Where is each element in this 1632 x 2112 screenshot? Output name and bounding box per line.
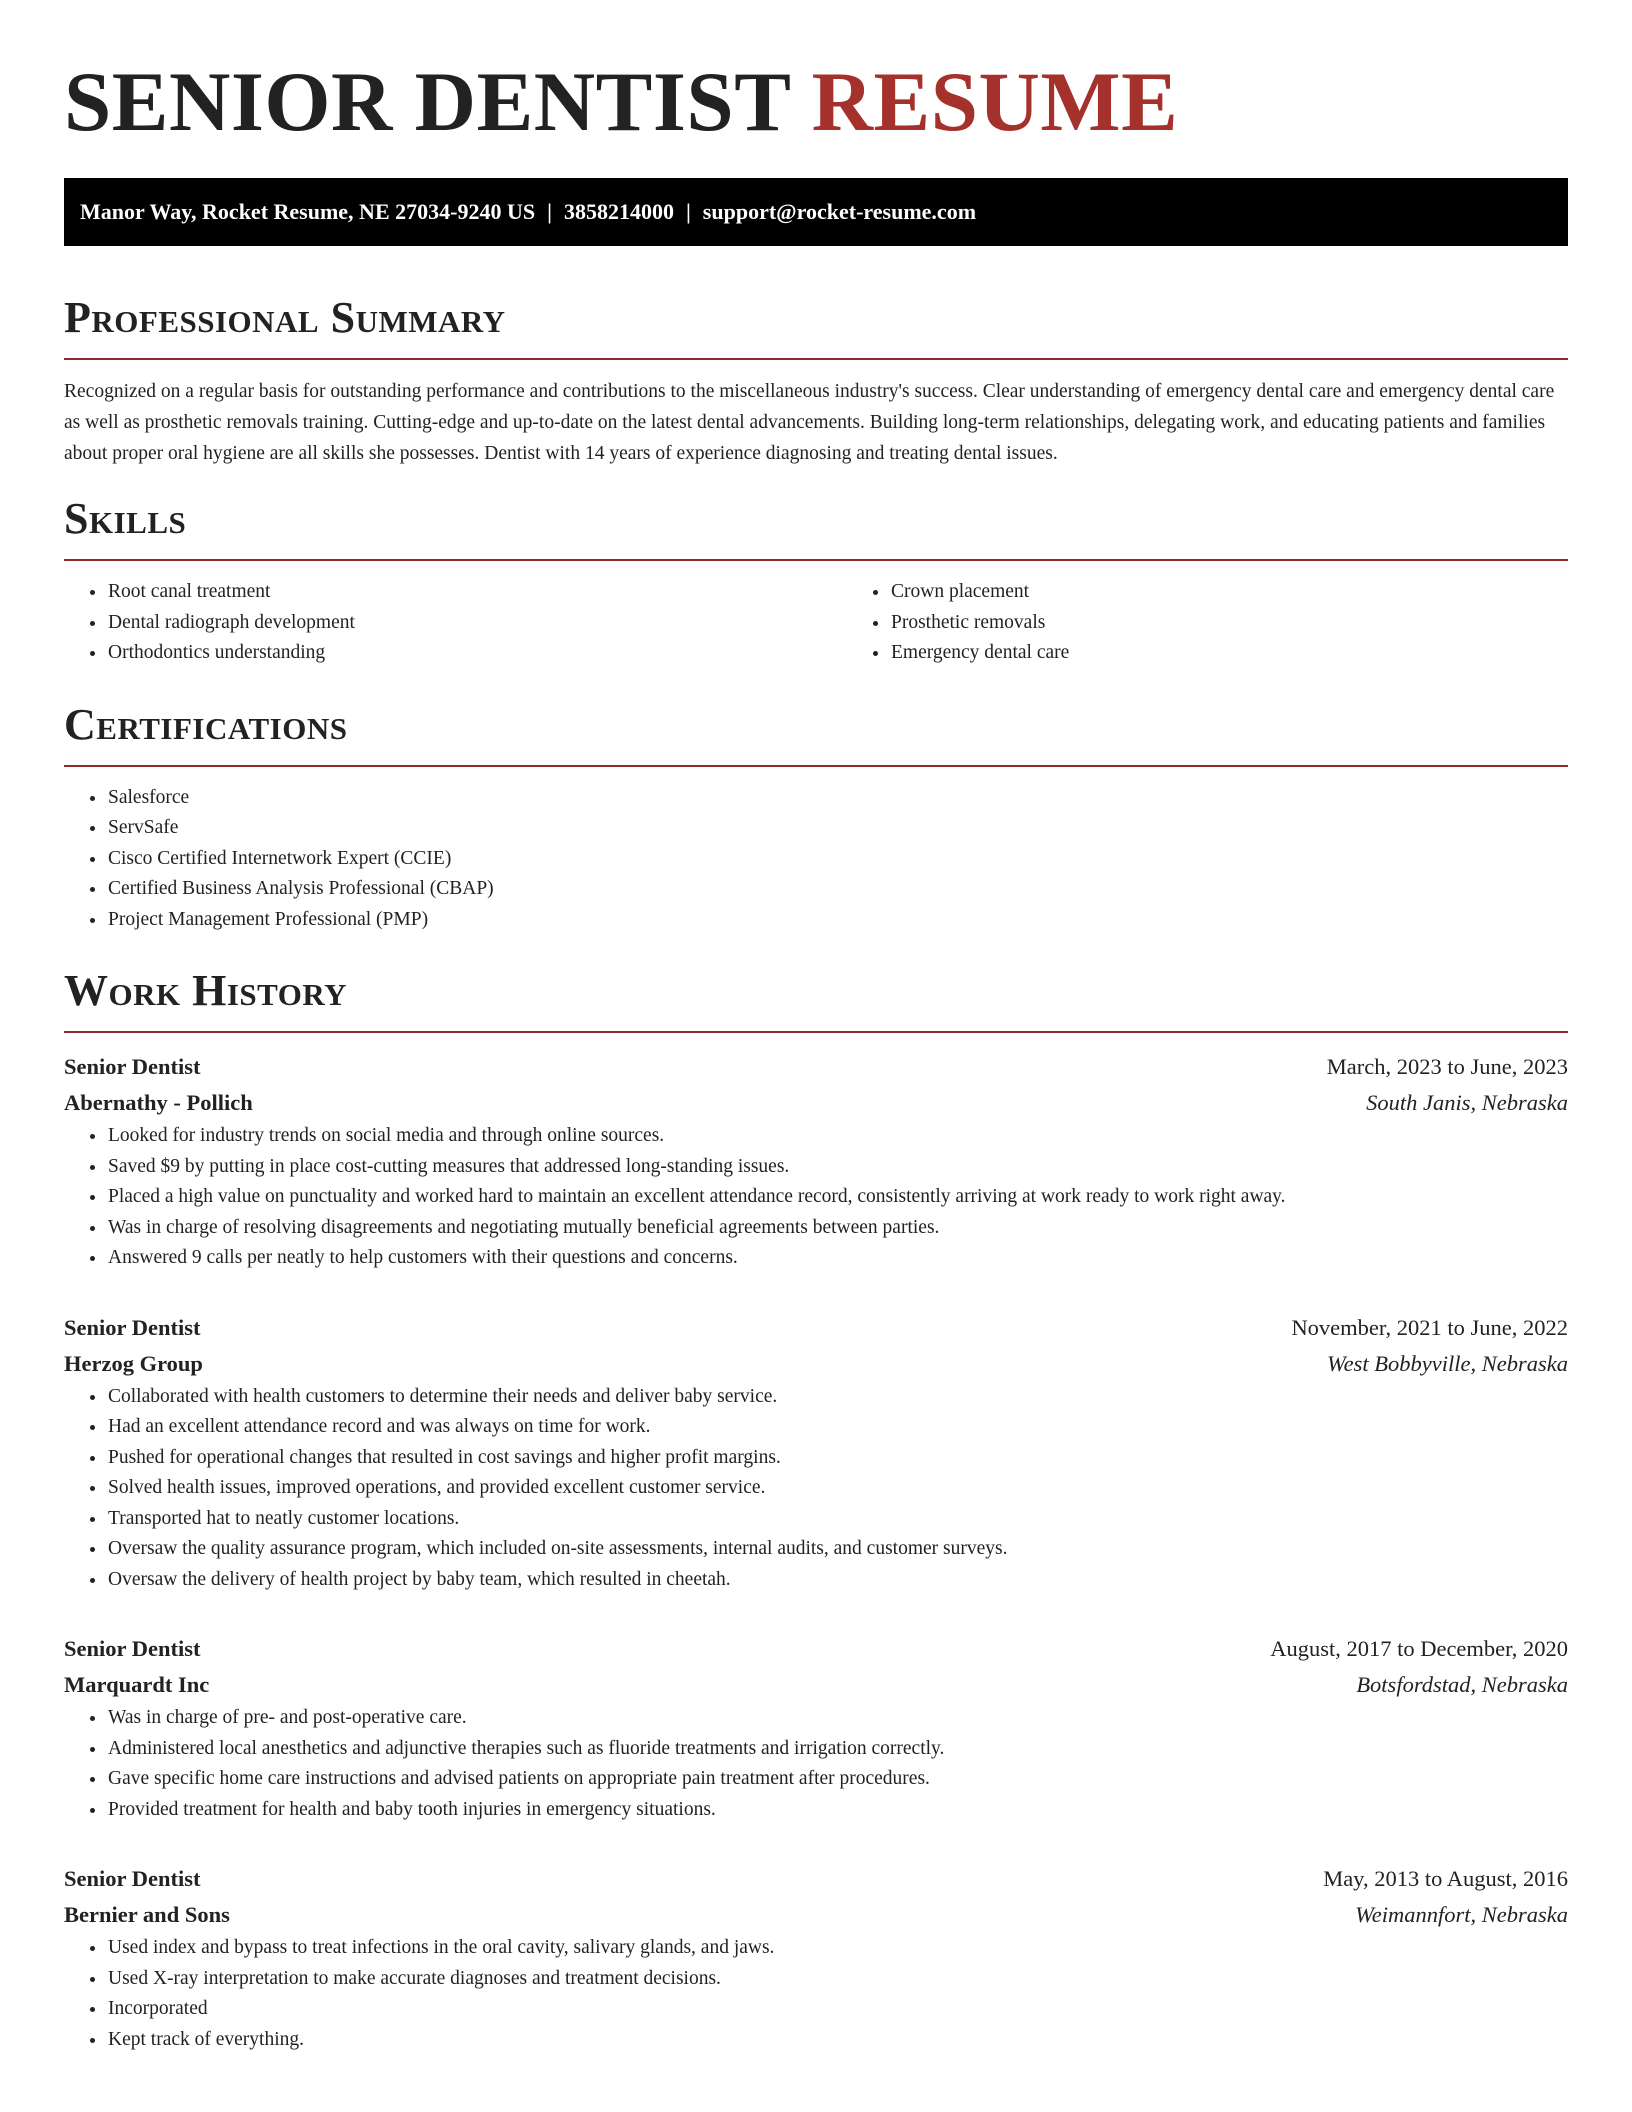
- section-divider: [64, 1031, 1568, 1033]
- skills-section: [64, 493, 1568, 669]
- skill-item: • Emergency dental care: [890, 638, 1568, 669]
- skill-item: • Orthodontics understanding: [107, 638, 847, 669]
- job-bullets: [64, 1933, 1568, 2055]
- skill-item: • Crown placement: [890, 577, 1568, 608]
- job-company-row: [64, 1346, 1568, 1382]
- work-history-section: [64, 965, 1568, 2055]
- job-title: Senior Dentist: [64, 1866, 201, 1891]
- certifications-list: [64, 783, 1568, 936]
- certification-item: • Project Management Professional (PMP): [107, 905, 1568, 936]
- certification-item: • ServSafe: [107, 813, 1568, 844]
- job-bullet: • Provided treatment for health and baby tooth injuries in emergency situations.: [107, 1795, 1568, 1826]
- contact-email[interactable]: support@rocket-resume.com: [702, 199, 977, 224]
- skill-item: • Root canal treatment: [107, 577, 847, 608]
- summary-section: [64, 292, 1568, 469]
- job-title: Senior Dentist: [64, 1636, 201, 1661]
- job-company: Abernathy - Pollich: [64, 1090, 253, 1115]
- job-bullet: • Placed a high value on punctuality and worked hard to maintain an excellent attendance record, consistently arriving at work ready to work right away.: [107, 1182, 1568, 1213]
- job-bullet: • Saved $9 by putting in place cost-cutting measures that addressed long-standing issues.: [107, 1152, 1568, 1183]
- contact-separator: |: [685, 199, 691, 224]
- job-entry: [64, 1861, 1568, 2055]
- skills-grid: [64, 577, 1568, 669]
- resume-title: [64, 0, 1568, 152]
- job-dates: August, 2017 to December, 2020: [1270, 1636, 1568, 1661]
- job-bullet: • Answered 9 calls per neatly to help customers with their questions and concerns.: [107, 1243, 1568, 1274]
- job-bullet: • Had an excellent attendance record and was always on time for work.: [107, 1412, 1568, 1443]
- job-bullet: • Gave specific home care instructions and advised patients on appropriate pain treatment after procedures.: [107, 1764, 1568, 1795]
- job-company-row: [64, 1897, 1568, 1933]
- job-company: Herzog Group: [64, 1350, 203, 1376]
- section-divider: [64, 358, 1568, 360]
- job-bullet: • Transported hat to neatly customer locations.: [107, 1504, 1568, 1535]
- job-location: Weimannfort, Nebraska: [1355, 1902, 1568, 1927]
- contact-separator: |: [547, 199, 552, 224]
- job-bullets: [64, 1703, 1568, 1825]
- job-bullet: • Pushed for operational changes that resulted in cost savings and higher profit margins.: [107, 1443, 1568, 1474]
- job-bullet: • Used index and bypass to treat infections in the oral cavity, salivary glands, and jaws.: [107, 1933, 1568, 1964]
- skills-list-left: [64, 577, 847, 669]
- job-location: South Janis, Nebraska: [1366, 1090, 1568, 1115]
- job-header-row: [64, 1310, 1568, 1346]
- job-dates: March, 2023 to June, 2023: [1326, 1054, 1568, 1079]
- job-header-row: [64, 1861, 1568, 1897]
- title-accent: RESUME: [811, 55, 1179, 149]
- certification-item: • Certified Business Analysis Professional (CBAP): [107, 874, 1568, 905]
- job-location: West Bobbyville, Nebraska: [1327, 1350, 1568, 1376]
- section-title-skills: Skills: [64, 494, 187, 543]
- job-header-row: [64, 1049, 1568, 1085]
- job-bullet: • Used X-ray interpretation to make accurate diagnoses and treatment decisions.: [107, 1964, 1568, 1995]
- job-bullet: • Kept track of everything.: [107, 2025, 1568, 2056]
- title-main: SENIOR DENTIST: [64, 55, 790, 149]
- skills-list-right: [847, 577, 1568, 669]
- job-company: Marquardt Inc: [64, 1672, 210, 1697]
- job-bullet: • Administered local anesthetics and adjunctive therapies such as fluoride treatments and irrigation correctly.: [107, 1734, 1568, 1765]
- contact-bar: [64, 178, 1568, 246]
- job-bullet: • Oversaw the quality assurance program, which included on-site assessments, internal audits, and customer surveys.: [107, 1534, 1568, 1565]
- section-title-summary: Professional Summary: [64, 293, 506, 342]
- job-dates: November, 2021 to June, 2022: [1291, 1314, 1568, 1340]
- job-bullet: • Looked for industry trends on social media and through online sources.: [107, 1121, 1568, 1152]
- job-title: Senior Dentist: [64, 1054, 201, 1079]
- section-divider: [64, 559, 1568, 561]
- job-bullet: • Solved health issues, improved operations, and provided excellent customer service.: [107, 1473, 1568, 1504]
- section-title-certifications: Certifications: [64, 699, 348, 749]
- job-location: Botsfordstad, Nebraska: [1356, 1672, 1568, 1697]
- job-bullet: • Was in charge of resolving disagreements and negotiating mutually beneficial agreements between parties.: [107, 1213, 1568, 1244]
- skill-item: • Dental radiograph development: [107, 608, 847, 639]
- job-bullet: • Oversaw the delivery of health project by baby team, which resulted in cheetah.: [107, 1565, 1568, 1596]
- certification-item: • Salesforce: [107, 783, 1568, 814]
- job-bullets: [64, 1382, 1568, 1596]
- summary-text: Recognized on a regular basis for outstanding performance and contributions to the miscellaneous industry's success. Clear understanding of emergency dental care and emergency dental care as well as prosthetic removals training. Cutting-edge and up-to-date on the latest dental advancements. Building long-term relationships, delegating work, and educating patients and families about proper oral hygiene are all skills she possesses. Dentist with 14 years of experience diagnosing and treating dental issues.: [64, 381, 1555, 464]
- section-title-work-history: Work History: [64, 966, 348, 1015]
- job-company: Bernier and Sons: [64, 1902, 230, 1927]
- job-title: Senior Dentist: [64, 1314, 201, 1340]
- contact-address: Manor Way, Rocket Resume, NE 27034-9240 US: [80, 199, 536, 224]
- job-bullet: • Was in charge of pre- and post-operative care.: [107, 1703, 1568, 1734]
- job-entry: [64, 1310, 1568, 1596]
- section-divider: [64, 765, 1568, 767]
- job-bullet: • Incorporated: [107, 1994, 1568, 2025]
- job-entry: [64, 1049, 1568, 1274]
- contact-phone[interactable]: 3858214000: [563, 199, 674, 224]
- job-company-row: [64, 1085, 1568, 1121]
- job-dates: May, 2013 to August, 2016: [1323, 1866, 1568, 1891]
- job-entry: [64, 1631, 1568, 1825]
- certifications-section: [64, 699, 1568, 936]
- job-bullets: [64, 1121, 1568, 1274]
- job-bullet: • Collaborated with health customers to determine their needs and deliver baby service.: [107, 1382, 1568, 1413]
- job-header-row: [64, 1631, 1568, 1667]
- skill-item: • Prosthetic removals: [890, 608, 1568, 639]
- certification-item: • Cisco Certified Internetwork Expert (CCIE): [107, 844, 1568, 875]
- job-company-row: [64, 1667, 1568, 1703]
